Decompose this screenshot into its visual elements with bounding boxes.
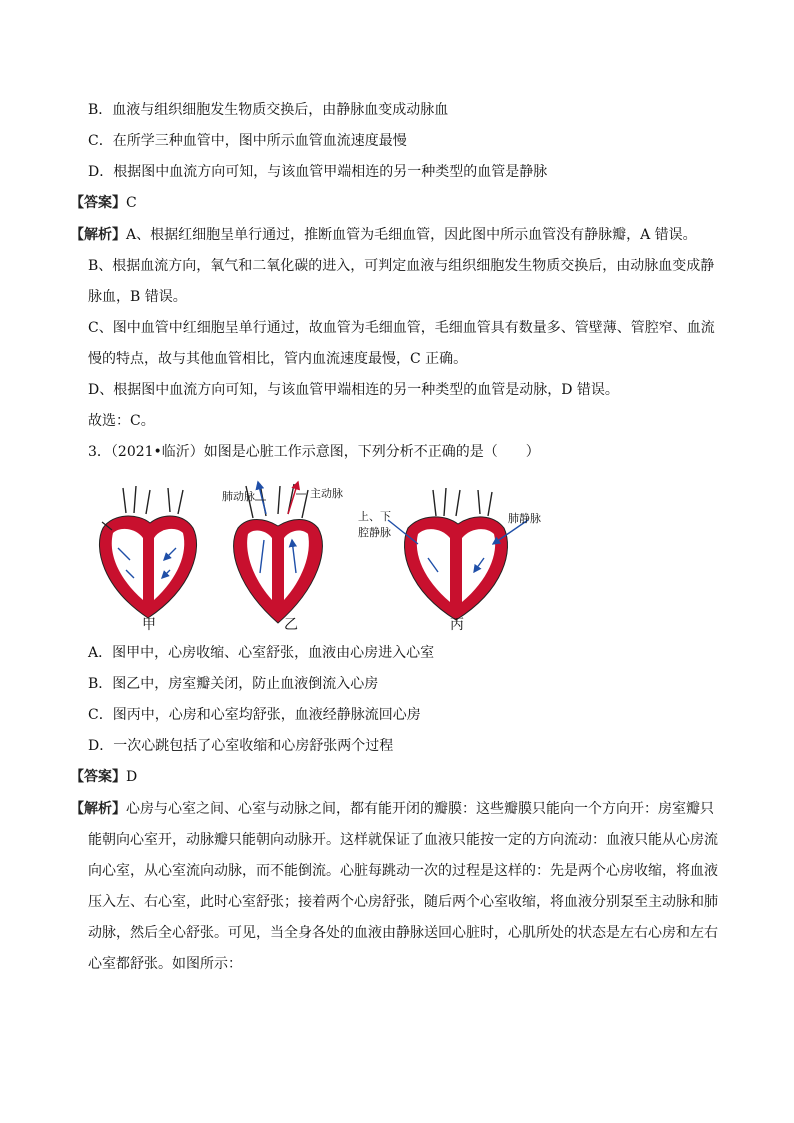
caption-yi: 乙	[284, 617, 298, 633]
q2-analysis-d: D、根据图中血流方向可知，与该血管甲端相连的另一种类型的血管是动脉，D 错误。	[88, 382, 619, 398]
label-pulmonary-artery: 肺动脉	[222, 490, 255, 503]
analysis-text: A、根据红细胞呈单行通过，推断血管为毛细血管，因此图中所示血管没有静脉瓣，A 错误。	[126, 227, 697, 243]
answer-tag: 【答案】	[70, 195, 126, 211]
q3-option-b: B．图乙中，房室瓣关闭，防止血液倒流入心房	[88, 676, 379, 692]
q3-analysis-3: 向心室，从心室流向动脉，而不能倒流。心脏每跳动一次的过程是这样的：先是两个心房收缩，将血液	[88, 863, 718, 879]
label-pulmonary-vein: 肺静脉	[508, 512, 541, 525]
q3-analysis-5: 动脉，然后全心舒张。可见，当全身各处的血液由静脉送回心脏时，心肌所处的状态是左右心房和左右	[88, 925, 718, 941]
q3-answer	[70, 767, 137, 787]
q3-analysis-1	[70, 799, 714, 819]
q2-option-d: D．根据图中血流方向可知，与该血管甲端相连的另一种类型的血管是静脉	[88, 164, 548, 180]
label-vena-cava-1: 上、下	[358, 510, 391, 523]
q3-option-d: D．一次心跳包括了心室收缩和心房舒张两个过程	[88, 738, 394, 754]
q2-analysis-a	[70, 225, 697, 245]
q2-conclusion: 故选：C。	[88, 413, 155, 429]
heart-bing	[388, 488, 528, 620]
q3-stem: 3．（2021•临沂）如图是心脏工作示意图，下列分析不正确的是（ ）	[88, 444, 540, 460]
q2-answer	[70, 193, 137, 213]
caption-bing: 丙	[450, 617, 464, 633]
label-vena-cava-2: 腔静脉	[358, 526, 391, 539]
q3-analysis-6: 心室都舒张。如图所示：	[88, 956, 242, 972]
heart-jia	[99, 486, 196, 618]
analysis-tag: 【解析】	[70, 227, 126, 243]
answer-tag: 【答案】	[70, 769, 126, 785]
caption-jia: 甲	[142, 617, 156, 633]
q2-analysis-b1: B、根据血流方向，氧气和二氧化碳的进入，可判定血液与组织细胞发生物质交换后，由动脉血变成静	[88, 258, 715, 274]
q3-analysis-4: 压入左、右心室，此时心室舒张；接着两个心房舒张，随后两个心室收缩，将血液分别泵至主动脉和肺	[88, 894, 718, 910]
q2-analysis-c2: 慢的特点，故与其他血管相比，管内血流速度最慢，C 正确。	[88, 351, 468, 367]
answer-value: D	[126, 769, 138, 785]
q3-analysis-2: 能朝向心室开，动脉瓣只能朝向动脉开。这样就保证了血液只能按一定的方向流动：血液只能从心房流	[88, 832, 718, 848]
q3-option-a: A．图甲中，心房收缩、心室舒张，血液由心房进入心室	[88, 645, 435, 661]
q2-option-b: B．血液与组织细胞发生物质交换后，由静脉血变成动脉血	[88, 102, 449, 118]
analysis-text: 心房与心室之间、心室与动脉之间，都有能开闭的瓣膜：这些瓣膜只能向一个方向开：房室瓣只	[126, 801, 714, 817]
q2-analysis-b2: 脉血，B 错误。	[88, 289, 187, 305]
heart-diagram	[88, 478, 568, 638]
q2-option-c: C．在所学三种血管中，图中所示血管血流速度最慢	[88, 133, 407, 149]
q3-option-c: C．图丙中，心房和心室均舒张，血液经静脉流回心房	[88, 707, 421, 723]
analysis-tag: 【解析】	[70, 801, 126, 817]
q2-analysis-c1: C、图中血管中红细胞呈单行通过，故血管为毛细血管，毛细血管具有数量多、管壁薄、管腔窄、血流	[88, 320, 715, 336]
label-aorta: 主动脉	[310, 487, 343, 500]
answer-value: C	[126, 195, 137, 211]
